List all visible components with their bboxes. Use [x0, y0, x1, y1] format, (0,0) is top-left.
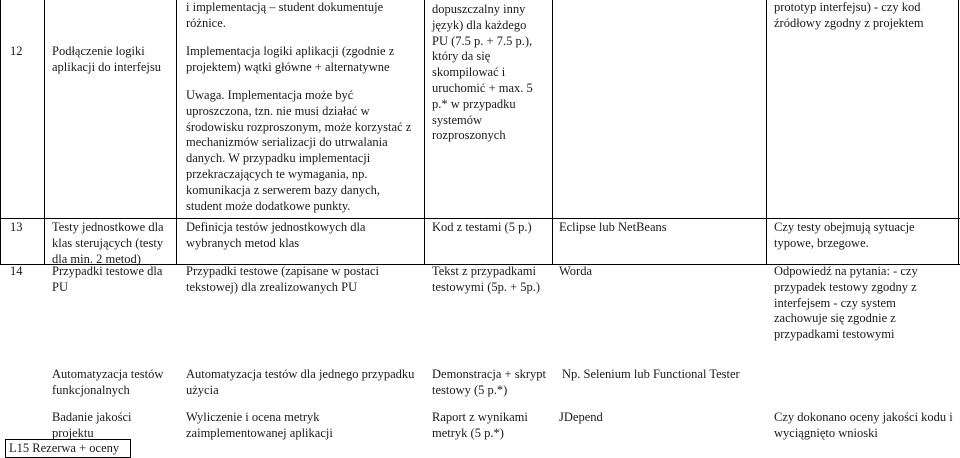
- row12-topic: Podłączenie logiki aplikacji do interfejsu: [52, 44, 161, 74]
- row12-content-note: Uwaga. Implementacja może być uproszczona, tzn. nie musi działać w środowisku rozproszonym, może korzystać z mechanizmów serializacji do utrwalania danych. W przypadku implementacji przekraczających te wymagania, np. komunikacja z serwerem bazy danych, student może dodatkowe punkty.: [186, 88, 412, 213]
- l15-box: [5, 439, 131, 458]
- row14-criteria: Odpowiedź na pytania: - czy przypadek testowy zgodny z interfejsem - czy system zachowuje się zgodnie z przypadkami testowymi: [774, 264, 918, 342]
- column-divider-2: [44, 0, 45, 264]
- quality-criteria: Czy dokonano oceny jakości kodu i wyciągnięto wnioski: [774, 410, 953, 440]
- row12-content-impl: Implementacja logiki aplikacji (zgodnie z projektem) wątki główne + alternatywne: [186, 44, 395, 74]
- row13-tools: Eclipse lub NetBeans: [559, 220, 667, 234]
- automation-topic: Automatyzacja testów funkcjonalnych: [52, 367, 164, 397]
- row14-tools: Worda: [559, 264, 593, 278]
- row13-number: 13: [10, 220, 23, 234]
- column-divider-5: [552, 0, 553, 264]
- column-divider-7: [958, 0, 959, 264]
- quality-result: Raport z wynikami metryk (5 p.*): [432, 410, 528, 440]
- column-divider-6: [766, 0, 767, 264]
- row14-content: Przypadki testowe (zapisane w postaci tekstowej) dla zrealizowanych PU: [186, 264, 379, 294]
- row14-topic: Przypadki testowe dla PU: [52, 264, 163, 294]
- column-divider-1: [0, 0, 1, 264]
- row14-number: 14: [10, 264, 23, 278]
- row13-criteria: Czy testy obejmują sytuacje typowe, brzegowe.: [774, 220, 915, 250]
- column-divider-4: [424, 0, 425, 264]
- row13-topic: Testy jednostkowe dla klas sterujących (testy dla min. 2 metod): [52, 220, 164, 266]
- automation-result: Demonstracja + skrypt testowy (5 p.*): [432, 367, 546, 397]
- row13-content: Definicja testów jednostkowych dla wybranych metod klas: [186, 220, 366, 250]
- quality-topic: Badanie jakości projektu: [52, 410, 132, 440]
- automation-content: Automatyzacja testów dla jednego przypadku użycia: [186, 367, 415, 397]
- row13-result: Kod z testami (5 p.): [432, 220, 532, 234]
- row12-criteria: prototyp interfejsu) - czy kod źródłowy zgodny z projektem: [774, 0, 924, 30]
- row12-content-head: i implementacją – student dokumentuje różnice.: [186, 0, 384, 30]
- row14-result: Tekst z przypadkami testowymi (5p. + 5p.): [432, 264, 541, 294]
- l15-label: L15 Rezerwa + oceny: [9, 441, 120, 455]
- automation-tools: Np. Selenium lub Functional Tester: [562, 367, 740, 381]
- column-divider-3: [176, 0, 177, 264]
- row12-number: 12: [10, 44, 23, 58]
- quality-content: Wyliczenie i ocena metryk zaimplementowanej aplikacji: [186, 410, 333, 440]
- row12-bottom-border: [0, 218, 960, 219]
- row12-result: dopuszczalny inny język) dla każdego PU (7.5 p. + 7.5 p.), który da się skompilować i uruchomić + max. 5 p.* w przypadku systemów rozproszonych: [432, 2, 533, 143]
- quality-tools: JDepend: [559, 410, 603, 424]
